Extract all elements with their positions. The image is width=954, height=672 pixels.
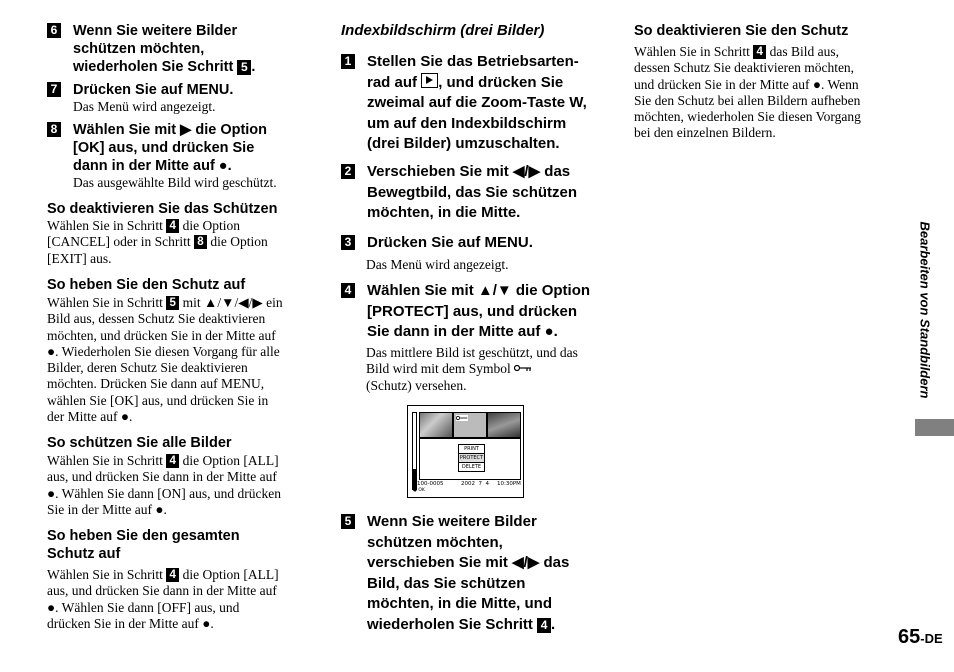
step-3-note: Das Menü wird angezeigt.: [366, 257, 509, 272]
text: Wählen Sie in Schritt: [47, 453, 167, 468]
text: wählen Sie [OK] aus, und drücken Sie in: [47, 392, 269, 408]
step-text: [PROTECT] aus, und drücken: [367, 302, 578, 320]
step-text: um auf den Indexbildschirm: [367, 114, 567, 132]
text: Bild aus, dessen Schutz Sie deaktivieren: [47, 311, 266, 327]
menu-item-print[interactable]: PRINT: [459, 445, 484, 454]
text: die Option [ALL]: [179, 453, 279, 468]
step-ref-badge: 5: [166, 296, 179, 310]
chapter-tab-marker: [915, 419, 954, 436]
text: Wählen Sie in Schritt: [47, 218, 167, 233]
text: [CANCEL] oder in Schritt: [47, 234, 194, 250]
text: und drücken Sie in der Mitte auf ●. Wenn: [634, 76, 859, 92]
text: ●. Wählen Sie dann [OFF] aus, und: [47, 599, 240, 615]
step-8-note: Das ausgewählte Bild wird geschützt.: [73, 175, 277, 190]
text: Wählen Sie in Schritt: [47, 295, 167, 310]
text: die Option: [206, 234, 268, 250]
page-language-suffix: -DE: [920, 631, 943, 646]
step-number: 3: [341, 235, 355, 250]
text: [EXIT] aus.: [47, 250, 112, 266]
text: ●. Wiederholen Sie diesen Vorgang für alle: [47, 343, 280, 359]
step-ref-badge: 4: [166, 219, 179, 233]
time-stamp: 10:30PM: [497, 481, 521, 487]
step-4: [341, 281, 611, 343]
step-text: wiederholen Sie Schritt: [367, 615, 538, 633]
step-number: 1: [341, 54, 355, 69]
step-text: schützen möchten,: [73, 41, 205, 57]
thumbnail-center: [453, 412, 487, 438]
text: möchten, wiederholen Sie diesen Vorgang: [634, 109, 861, 125]
text: ●. Wählen Sie dann [ON] aus, und drücken: [47, 485, 281, 501]
step-ref-badge: 8: [194, 235, 207, 249]
text: Sie den Schutz bei allen Bildern aufheben: [634, 92, 861, 108]
step-6: [47, 22, 317, 76]
protect-key-icon: [514, 364, 532, 372]
step-7-note: Das Menü wird angezeigt.: [73, 99, 216, 114]
step-5: [341, 512, 611, 635]
section-body: [47, 295, 307, 425]
section-body: [47, 453, 307, 518]
text: aus, und drücken Sie dann in der Mitte auf: [47, 583, 277, 599]
step-3: [341, 233, 611, 254]
text: mit ▲/▼/◀/▶ ein: [179, 295, 283, 310]
step-number: 4: [341, 283, 355, 298]
page-number-value: 65: [898, 626, 921, 648]
file-number: 100-0005: [417, 481, 444, 487]
step-number: 7: [47, 82, 61, 97]
chapter-sidebar: [915, 200, 935, 420]
step-4-note: [366, 345, 606, 394]
section-body: [47, 567, 307, 632]
step-text: Wählen Sie mit ▲/▼ die Option: [367, 282, 591, 299]
text: die Option: [179, 218, 240, 233]
step-text: , und drücken Sie: [438, 73, 564, 91]
step-text: (drei Bilder) umzuschalten.: [367, 135, 560, 152]
date-stamp: 2002 7 4: [461, 481, 489, 487]
text: drücken Sie in der Mitte auf ●.: [47, 615, 214, 631]
step-text: möchten, in die Mitte.: [367, 204, 521, 221]
section-heading: So deaktivieren Sie das Schützen: [47, 201, 278, 217]
ok-hint: ● OK: [413, 488, 425, 493]
section-heading: So heben Sie den Schutz auf: [47, 277, 246, 293]
punct: .: [251, 59, 256, 75]
text: Bilder, deren Schutz Sie deaktivieren: [47, 360, 248, 376]
text: der Mitte auf ●.: [47, 409, 133, 425]
step-8: [47, 121, 317, 175]
text: (Schutz) versehen.: [366, 377, 467, 393]
step-text: verschieben Sie mit ◀/▶ das: [367, 554, 570, 571]
step-text: Bild, das Sie schützen: [367, 574, 526, 592]
text: So heben Sie den gesamten: [47, 528, 240, 544]
scroll-bar: [412, 412, 417, 490]
step-1: [341, 52, 611, 155]
section-body: [634, 44, 896, 142]
protect-key-icon: [456, 415, 468, 421]
step-text: [OK] aus, und drücken Sie: [73, 140, 255, 156]
text: das Bild aus,: [766, 44, 839, 59]
text: möchten, und drücken Sie in der Mitte auf: [47, 327, 276, 343]
section-heading: [47, 527, 240, 563]
text: Wählen Sie in Schritt: [634, 44, 754, 59]
step-text: rad auf: [367, 73, 422, 91]
step-ref-badge: 4: [753, 45, 766, 59]
section-title: Indexbildschirm (drei Bilder): [341, 22, 545, 39]
lcd-screen-illustration: [407, 405, 524, 498]
step-ref-badge: 4: [166, 454, 179, 468]
text: Wählen Sie in Schritt: [47, 567, 167, 582]
text: Das mittlere Bild ist geschützt, und das: [366, 345, 578, 360]
thumbnail-right: [487, 412, 521, 438]
step-number: 5: [341, 514, 355, 529]
step-2: [341, 162, 611, 224]
text: dessen Schutz Sie deaktivieren möchten,: [634, 60, 855, 76]
chapter-label: Bearbeiten von Standbildern: [917, 221, 933, 399]
step-text: zweimal auf die Zoom-Taste W,: [367, 94, 587, 111]
step-number: 6: [47, 23, 61, 38]
context-menu: [458, 444, 485, 472]
thumbnail-left: [419, 412, 453, 438]
menu-item-protect[interactable]: PROTECT: [459, 455, 484, 461]
text: bei den einzelnen Bildern.: [634, 125, 776, 141]
step-text: Sie dann in der Mitte auf ●.: [367, 323, 558, 340]
step-text: Wenn Sie weitere Bilder: [73, 23, 238, 39]
step-text: dann in der Mitte auf ●.: [73, 158, 232, 174]
section-heading: So deaktivieren Sie den Schutz: [634, 23, 849, 39]
menu-item-delete[interactable]: DELETE: [461, 464, 482, 470]
step-ref-badge: 5: [237, 60, 251, 75]
text: Sie in der Mitte auf ●.: [47, 501, 167, 517]
step-text: Bewegtbild, das Sie schützen: [367, 183, 578, 201]
text: die Option [ALL]: [179, 567, 279, 582]
text: möchten. Drücken Sie dann auf MENU,: [47, 376, 265, 392]
text: Schutz auf: [47, 546, 121, 562]
text: aus, und drücken Sie dann in der Mitte auf: [47, 469, 277, 485]
step-text: wiederholen Sie Schritt: [73, 59, 238, 75]
step-text: Stellen Sie das Betriebsarten-: [367, 53, 579, 70]
step-text: Drücken Sie auf MENU.: [73, 82, 234, 98]
page-number: [898, 626, 943, 649]
section-heading: So schützen Sie alle Bilder: [47, 435, 232, 451]
step-7: [47, 81, 317, 99]
step-text: Wenn Sie weitere Bilder: [367, 513, 537, 530]
step-ref-badge: 4: [537, 618, 551, 633]
step-text: Wählen Sie mit ▶ die Option: [73, 122, 268, 138]
step-text: Verschieben Sie mit ◀/▶ das: [367, 163, 571, 180]
text: Bild wird mit dem Symbol: [366, 361, 515, 377]
step-text: Drücken Sie auf MENU.: [367, 234, 533, 251]
playback-icon: [421, 73, 438, 88]
step-ref-badge: 4: [166, 568, 179, 582]
step-text: möchten, in die Mitte, und: [367, 595, 552, 612]
step-number: 8: [47, 122, 61, 137]
punct: .: [551, 615, 556, 633]
step-number: 2: [341, 164, 355, 179]
step-text: schützen möchten,: [367, 533, 503, 551]
section-body: [47, 218, 307, 267]
